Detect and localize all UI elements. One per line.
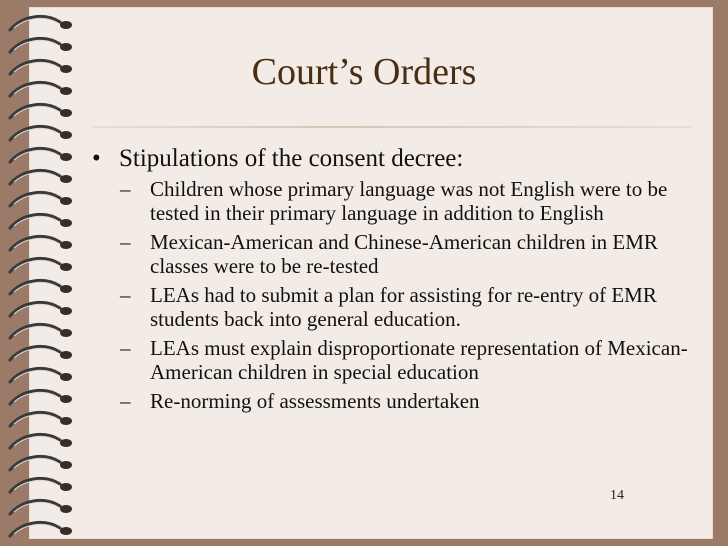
sub-bullet-item <box>120 231 692 278</box>
spiral-ring-icon <box>10 324 72 338</box>
spiral-ring-icon <box>10 434 72 448</box>
dash-marker: – <box>120 389 131 413</box>
spiral-ring-icon <box>10 148 72 162</box>
sub-bullet-list <box>120 178 692 414</box>
bullet-item <box>92 144 692 174</box>
bullet-text: Stipulations of the consent decree: <box>119 145 464 172</box>
spiral-ring-icon <box>10 368 72 382</box>
spiral-ring-icon <box>10 412 72 426</box>
slide-title: Court’s Orders <box>251 51 477 93</box>
spiral-ring-icon <box>10 346 72 360</box>
dash-marker: – <box>120 283 131 307</box>
spiral-ring-icon <box>10 104 72 118</box>
sub-bullet-item <box>120 178 692 225</box>
spiral-ring-icon <box>10 522 72 536</box>
sub-bullet-item <box>120 337 692 384</box>
spiral-ring-icon <box>10 302 72 316</box>
dash-marker: – <box>120 177 131 201</box>
spiral-ring-icon <box>10 390 72 404</box>
dash-marker: – <box>120 336 131 360</box>
sub-bullet-item <box>120 284 692 331</box>
spiral-ring-icon <box>10 192 72 206</box>
spiral-ring-icon <box>10 478 72 492</box>
spiral-ring-icon <box>10 500 72 514</box>
slide-body <box>92 144 692 420</box>
title-divider <box>92 126 692 128</box>
spiral-ring-icon <box>10 456 72 470</box>
spiral-ring-icon <box>10 258 72 272</box>
spiral-ring-icon <box>10 236 72 250</box>
dash-marker: – <box>120 230 131 254</box>
spiral-ring-icon <box>10 170 72 184</box>
sub-bullet-text: Mexican-American and Chinese-American children in EMR classes were to be re-tested <box>150 230 658 278</box>
bullet-marker: • <box>92 145 101 172</box>
sub-bullet-text: LEAs had to submit a plan for assisting for re-entry of EMR students back into general education. <box>150 283 657 331</box>
spiral-ring-icon <box>10 280 72 294</box>
page-number: 14 <box>610 488 624 503</box>
sub-bullet-text: Re-norming of assessments undertaken <box>150 389 480 413</box>
sub-bullet-text: LEAs must explain disproportionate representation of Mexican-American children in special education <box>150 336 688 384</box>
sub-bullet-text: Children whose primary language was not English were to be tested in their primary language in addition to English <box>150 177 668 225</box>
spiral-ring-icon <box>10 126 72 140</box>
spiral-ring-icon <box>10 214 72 228</box>
spiral-ring-icon <box>10 16 72 30</box>
sub-bullet-item <box>120 390 692 414</box>
